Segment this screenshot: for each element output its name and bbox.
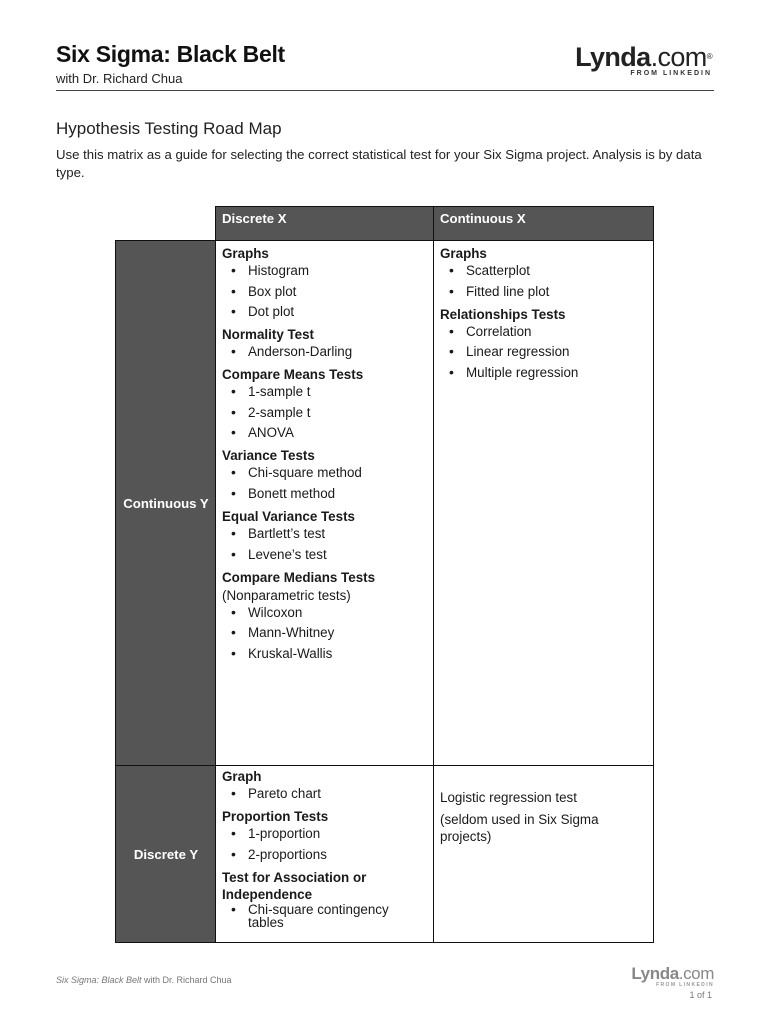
list-item: • Chi-square method — [222, 464, 428, 481]
list-item: • 2-sample t — [222, 404, 428, 421]
test-list — [222, 383, 428, 441]
footer-course-title: Six Sigma: Black Belt — [56, 975, 142, 985]
list-item: • Multiple regression — [440, 364, 647, 381]
row-header-label: Discrete Y — [133, 846, 199, 862]
list-item: • Bonett method — [222, 485, 428, 502]
list-item: • Wilcoxon — [222, 604, 428, 621]
col-header-continuous-x: Continuous X — [433, 206, 654, 242]
course-title: Six Sigma: Black Belt — [56, 41, 285, 67]
list-item: • Correlation — [440, 323, 647, 340]
cell-continuous-y-continuous-x — [433, 240, 654, 767]
test-list — [222, 262, 428, 320]
list-item: • Chi-square contingency tables — [222, 903, 428, 929]
group-heading: Compare Means Tests — [222, 367, 364, 383]
logo-registered-mark: ® — [706, 52, 712, 61]
group-heading: Graphs — [440, 246, 487, 261]
cell-discrete-y-continuous-x — [433, 765, 654, 943]
footer-logo-suffix: .com — [678, 964, 714, 983]
row-header-label: Continuous Y — [123, 496, 209, 511]
list-item: • Mann-Whitney — [222, 624, 428, 641]
hypothesis-matrix — [115, 206, 654, 943]
row-header-discrete-y — [115, 765, 217, 943]
logistic-regression-text: Logistic regression test — [440, 790, 577, 805]
group-heading: Compare Medians Tests — [222, 569, 376, 585]
list-item: • Pareto chart — [222, 785, 428, 802]
footer-lynda-logo — [624, 964, 714, 992]
course-instructor: with Dr. Richard Chua — [56, 71, 183, 86]
test-list — [222, 785, 428, 802]
footer-logo-wordmark: Lynda — [631, 964, 679, 983]
section-intro: Use this matrix as a guide for selecting the correct statistical test for your Six Sigma project. Analysis is by data type. — [56, 147, 702, 180]
col-header-discrete-x: Discrete X — [215, 206, 435, 242]
list-item: • Kruskal-Wallis — [222, 645, 428, 662]
cell-continuous-y-discrete-x — [215, 240, 435, 767]
list-item: • Dot plot — [222, 303, 428, 320]
test-list — [440, 323, 647, 381]
logo-wordmark: Lynda — [575, 42, 651, 72]
list-item: • Box plot — [222, 283, 428, 300]
logo-suffix: .com — [650, 42, 707, 72]
group-heading: Graphs — [222, 246, 269, 261]
logistic-regression-note: (seldom used in Six Sigma projects) — [440, 812, 599, 844]
test-list — [222, 825, 428, 863]
list-item: • Anderson-Darling — [222, 343, 428, 360]
list-item: • Linear regression — [440, 343, 647, 360]
test-list — [222, 525, 428, 563]
footer-course — [56, 975, 232, 985]
page-number: 1 of 1 — [689, 990, 712, 1000]
test-list — [222, 604, 428, 662]
cell-discrete-y-discrete-x — [215, 765, 435, 943]
group-heading: Proportion Tests — [222, 809, 329, 824]
group-heading: Graph — [222, 769, 262, 784]
test-list — [222, 903, 428, 929]
list-item: • 1-proportion — [222, 825, 428, 842]
test-list — [222, 343, 428, 360]
list-item: • Levene’s test — [222, 546, 428, 563]
document-header — [56, 38, 714, 91]
group-heading: Variance Tests — [222, 448, 315, 464]
group-heading: Test for Association or Independence — [222, 869, 367, 902]
list-item: • Fitted line plot — [440, 283, 647, 300]
test-list — [222, 464, 428, 502]
test-list — [440, 262, 647, 300]
group-heading: Relationships Tests — [440, 306, 566, 322]
logo-tagline: FROM LINKEDIN — [630, 70, 712, 77]
footer-instructor: with Dr. Richard Chua — [141, 975, 232, 985]
list-item: • 1-sample t — [222, 383, 428, 400]
row-header-continuous-y — [115, 240, 217, 767]
list-item: • Histogram — [222, 262, 428, 279]
group-note: (Nonparametric tests) — [222, 587, 351, 603]
list-item: • ANOVA — [222, 424, 428, 441]
lynda-logo — [574, 42, 714, 82]
list-item: • Bartlett’s test — [222, 525, 428, 542]
list-item: • 2-proportions — [222, 846, 428, 863]
footer-logo-tagline: FROM LINKEDIN — [656, 982, 714, 988]
list-item: • Scatterplot — [440, 262, 647, 279]
group-heading: Equal Variance Tests — [222, 508, 355, 524]
group-heading: Normality Test — [222, 327, 315, 343]
section-title: Hypothesis Testing Road Map — [56, 119, 282, 138]
